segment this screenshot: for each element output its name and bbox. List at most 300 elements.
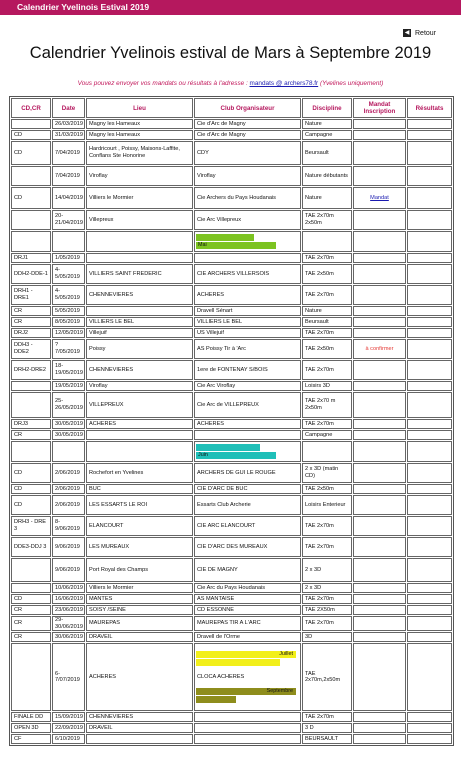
cell-discipline: Nature débutants [302,166,352,186]
cell-cd: FINALE DD [11,712,51,722]
cell-discipline: 2 x 3D (matin CD) [302,463,352,483]
table-row [11,187,452,209]
cell-lieu: Magny les Hameaux [86,130,193,140]
cell-date: 6/10/2019 [52,734,85,744]
cell-mandat [353,594,406,604]
cell-resultats [407,253,452,263]
cell-club: ACHERES [194,419,301,429]
cell-lieu: VILLIERS LE BEL [86,317,193,327]
cell-date: 22/09/2019 [52,723,85,733]
table-row [11,632,452,642]
cell-resultats [407,616,452,631]
cell-lieu [86,441,193,462]
cell-lieu: Poissy [86,339,193,359]
table-row [11,381,452,391]
cell-lieu: Villiers le Mormier [86,583,193,593]
cell-club: VILLIERS LE BEL [194,317,301,327]
cell-mandat [353,306,406,316]
cell-discipline: TAE 2x50m [302,339,352,359]
cell-lieu: Port Royal des Champs [86,558,193,582]
cell-lieu [86,734,193,744]
cell-cd: CD [11,130,51,140]
cell-cd [11,119,51,129]
cell-cd: CR [11,632,51,642]
back-arrow-icon: ◀ [404,30,410,36]
cell-lieu: MANTES [86,594,193,604]
cell-date: 16/06/2019 [52,594,85,604]
month-label-juin: Juin [196,452,276,459]
cell-resultats [407,264,452,284]
cell-mandat [353,130,406,140]
cell-club: Cie Archers du Pays Houdanais [194,187,301,209]
cell-mandat [353,360,406,380]
cell-discipline: 3 D [302,723,352,733]
cell-mandat [353,537,406,557]
cell-mandat-status: à confirmer [353,339,406,359]
cell-cd: OPEN 3D [11,723,51,733]
cell-resultats [407,166,452,186]
cell-date: 1/05/2019 [52,253,85,263]
cell-resultats [407,712,452,722]
cell-club: CIE D'ARC DE BUC [194,484,301,494]
cell-discipline: TAE 2x70 m 2x50m [302,392,352,418]
cell-date: 12/05/2019 [52,328,85,338]
table-row [11,130,452,140]
table-row [11,558,452,582]
cell-mandat [353,119,406,129]
site-title: Calendrier Yvelinois Estival 2019 [17,2,150,12]
month-banner-cell [194,441,301,462]
cell-lieu: CHENNEVIERES [86,360,193,380]
cell-mandat [353,712,406,722]
cell-cd: CD [11,141,51,165]
cell-mandat [353,463,406,483]
table-row [11,712,452,722]
notice-suffix: (Yvelines uniquement) [318,80,384,87]
cell-club: Cie Arc Viroflay [194,381,301,391]
cell-mandat [353,430,406,440]
cell-discipline: Nature [302,306,352,316]
cell-lieu: LES MUREAUX [86,537,193,557]
cell-club: Dravell Sénart [194,306,301,316]
cell-lieu: ACHERES [86,643,193,711]
cell-resultats [407,210,452,230]
cell-resultats [407,583,452,593]
table-row [11,537,452,557]
cell-club: 1ere de FONTENAY S/BOIS [194,360,301,380]
month-label-juillet: Juillet [196,651,296,658]
cell-lieu: VILLIERS SAINT FREDERIC [86,264,193,284]
cell-club: Essarts Club Archerie [194,495,301,515]
cell-cd: DRH1 - DRE1 [11,285,51,305]
month-banner-cell [194,231,301,252]
cell-resultats [407,317,452,327]
cell-cd: DRJ1 [11,253,51,263]
cell-mandat [353,166,406,186]
cell-date: 18-19/05/2019 [52,360,85,380]
cell-discipline: TAE 2x70m [302,537,352,557]
mandat-notice [0,80,461,87]
cell-discipline: TAE 2x50m [302,484,352,494]
cell-lieu: Hardricourt , Poissy, Maisons-Laffite, Conflans Ste Honorine [86,141,193,165]
cell-mandat [353,381,406,391]
cell-club [194,723,301,733]
cell-cd: CD [11,495,51,515]
cell-mandat [353,495,406,515]
cell-discipline: TAE 2x70m [302,419,352,429]
cell-resultats [407,484,452,494]
cell-cd: CR [11,306,51,316]
cell-mandat [353,187,406,209]
table-row [11,339,452,359]
cell-cd [11,583,51,593]
cell-date [52,231,85,252]
cell-club [194,643,301,711]
cell-club: Dravell de l'Orme [194,632,301,642]
cell-discipline: Loisirs 3D [302,381,352,391]
cell-lieu: ACHERES [86,419,193,429]
cell-date: 2/06/2019 [52,463,85,483]
cell-club: AS Poissy Tir à 'Arc [194,339,301,359]
cell-cd: DRJ3 [11,419,51,429]
cell-cd [11,643,51,711]
table-row [11,317,452,327]
cell-discipline: Beursault [302,317,352,327]
cell-club: CIE ARC ELANCOURT [194,516,301,536]
cell-club: Cie d'Arc de Magny [194,130,301,140]
cell-date: 23/06/2019 [52,605,85,615]
cell-club: Cie Arc du Pays Houdanais [194,583,301,593]
cell-cd [11,231,51,252]
cell-club [194,253,301,263]
cell-cd [11,392,51,418]
cell-resultats [407,495,452,515]
cell-resultats [407,392,452,418]
table-row [11,119,452,129]
cell-mandat [353,419,406,429]
cell-date: 9/06/2019 [52,537,85,557]
cell-discipline: TAE 2x70m [302,516,352,536]
table-row [11,616,452,631]
cell-cd [11,441,51,462]
cell-discipline: TAE 2x70m [302,328,352,338]
table-row [11,419,452,429]
col-header-lieu: Lieu [86,98,193,118]
cell-discipline: TAE 2x70m 2x50m [302,210,352,230]
cell-mandat [353,583,406,593]
cell-date: 2/06/2019 [52,495,85,515]
month-separator-row [11,231,452,252]
page-title: Calendrier Yvelinois estival de Mars à Septembre 2019 [29,44,432,62]
table-row [11,328,452,338]
cell-lieu: Villiers le Mormier [86,187,193,209]
cell-date: 29-30/06/2019 [52,616,85,631]
cell-club [194,734,301,744]
cell-mandat [353,643,406,711]
retour-link[interactable] [403,29,436,37]
cell-discipline: TAE 2x70m [302,360,352,380]
cell-resultats [407,306,452,316]
col-header-discipline: Discipline [302,98,352,118]
notice-text: Vous pouvez envoyer vos mandats ou résultats à l'adresse : [77,80,250,87]
cell-date: 7/04/2019 [52,141,85,165]
table-row [11,463,452,483]
table-row [11,495,452,515]
mandat-link[interactable]: Mandat [370,194,389,201]
cell-lieu [86,231,193,252]
cell-club: CIE ARCHERS VILLERSOIS [194,264,301,284]
cell-lieu: SOISY /SEINE [86,605,193,615]
cell-lieu: MAUREPAS [86,616,193,631]
cell-resultats [407,558,452,582]
cell-cd: CD [11,484,51,494]
cell-club: CDY [194,141,301,165]
cell-mandat [353,210,406,230]
cell-resultats [407,141,452,165]
table-row [11,734,452,744]
cell-discipline: 2 x 3D [302,558,352,582]
cell-cd: DRH3 - DRE 3 [11,516,51,536]
cell-cd: CR [11,430,51,440]
month-bar [196,659,280,666]
cell-resultats [407,381,452,391]
table-row [11,306,452,316]
cell-discipline: 2 x 3D [302,583,352,593]
cell-lieu: Villepreux [86,210,193,230]
table-row [11,643,452,711]
site-header-bar [0,0,461,15]
cell-mandat [353,231,406,252]
table-row [11,605,452,615]
cell-lieu: Viroflay [86,166,193,186]
cell-discipline: 3D [302,632,352,642]
cell-mandat [353,317,406,327]
cell-date: 14/04/2019 [52,187,85,209]
month-bar [196,696,236,703]
cell-cd: CF [11,734,51,744]
cell-lieu: BUC [86,484,193,494]
cell-club: US Villejuif [194,328,301,338]
cell-discipline: TAE 2x70m [302,616,352,631]
cell-club: AS MANTAISE [194,594,301,604]
cell-club: CIE D'ARC DES MUREAUX [194,537,301,557]
cell-date: 10/06/2019 [52,583,85,593]
cell-discipline: Campagne [302,430,352,440]
cell-mandat [353,605,406,615]
cell-cd: CD [11,187,51,209]
cell-mandat [353,723,406,733]
cell-resultats [407,463,452,483]
cell-date: 15/09/2019 [52,712,85,722]
cell-club: Cie d'Arc de Magny [194,119,301,129]
table-row [11,264,452,284]
cell-discipline: TAE 2x70m,2x50m [302,643,352,711]
cell-discipline [302,231,352,252]
cell-mandat [353,734,406,744]
table-row [11,594,452,604]
cell-date: 4-5/05/2019 [52,285,85,305]
cell-discipline [302,441,352,462]
cell-club: ACHERES [194,285,301,305]
cell-lieu: CHENNEVIERES [86,285,193,305]
cell-cd [11,558,51,582]
cell-lieu [86,306,193,316]
cell-club: CIE DE MAGNY [194,558,301,582]
cell-date: 7/04/2019 [52,166,85,186]
table-row [11,392,452,418]
table-row [11,360,452,380]
cell-mandat [353,632,406,642]
cell-lieu [86,430,193,440]
cell-date: 2/06/2019 [52,484,85,494]
cell-mandat [353,264,406,284]
cell-cd: CR [11,605,51,615]
cell-date: 5/05/2019 [52,306,85,316]
cell-resultats [407,441,452,462]
cell-date: 30/06/2019 [52,632,85,642]
table-row [11,723,452,733]
cell-cd: DDH3 - DDE2 [11,339,51,359]
cell-discipline: Nature [302,187,352,209]
col-header-mandat: Mandat Inscription [353,98,406,118]
cell-date: 26/03/2019 [52,119,85,129]
cell-lieu: CHENNEVIERES [86,712,193,722]
table-row [11,484,452,494]
cell-mandat [353,285,406,305]
cell-date: 30/05/2019 [52,430,85,440]
month-label-mai: Mai [196,242,276,249]
cell-lieu: Magny les Hameaux [86,119,193,129]
cell-mandat [353,441,406,462]
month-bar [196,234,254,241]
table-row [11,430,452,440]
cell-lieu [86,253,193,263]
cell-discipline: TAE 2x70m [302,253,352,263]
cell-date: 20-21/04/2019 [52,210,85,230]
cell-date: 9/06/2019 [52,558,85,582]
retour-label: Retour [415,29,437,37]
email-link[interactable]: mandats @ archers78.fr [249,80,319,87]
table-row [11,166,452,186]
cell-lieu: Rochefort en Yvelines [86,463,193,483]
cell-resultats [407,723,452,733]
cell-cd [11,210,51,230]
table-row [11,253,452,263]
cell-club-text: CLOCA ACHERES [197,673,245,680]
cell-resultats [407,537,452,557]
cell-cd [11,381,51,391]
cell-date: 8-9/06/2019 [52,516,85,536]
cell-discipline: Beursault [302,141,352,165]
cell-club: ARCHERS DE GUI LE ROUGE [194,463,301,483]
cell-discipline: TAE 2x70m [302,594,352,604]
cell-discipline: TAE 2x70m [302,712,352,722]
cell-resultats [407,430,452,440]
cell-lieu: DRAVEIL [86,723,193,733]
table-row [11,285,452,305]
cell-discipline: Loisirs Enterieur [302,495,352,515]
cell-date: 31/03/2019 [52,130,85,140]
cell-date: 4-5/05/2019 [52,264,85,284]
cell-resultats [407,632,452,642]
cell-resultats [407,734,452,744]
table-row [11,141,452,165]
cell-cd: CR [11,616,51,631]
cell-resultats [407,605,452,615]
cell-discipline: TAE 2x50m [302,264,352,284]
cell-mandat [353,558,406,582]
cell-date: 19/05/2019 [52,381,85,391]
table-row [11,516,452,536]
cell-club: MAUREPAS TIR A L'ARC [194,616,301,631]
cell-date: 8/05/2019 [52,317,85,327]
table-header-row [11,98,452,118]
month-bar [196,444,260,451]
cell-lieu: Viroflay [86,381,193,391]
cell-resultats [407,130,452,140]
cell-cd: CD [11,594,51,604]
cell-mandat [353,616,406,631]
cell-lieu: VILLEPREUX [86,392,193,418]
month-separator-row [11,441,452,462]
col-header-cd: CD,CR [11,98,51,118]
table-row [11,583,452,593]
cell-cd [11,166,51,186]
cell-cd: DRH2-DRE2 [11,360,51,380]
cell-club [194,712,301,722]
cell-mandat [353,392,406,418]
cell-date [52,441,85,462]
cell-discipline: Campagne [302,130,352,140]
cell-cd: CR [11,317,51,327]
cell-mandat [353,328,406,338]
month-label-septembre: Septembre [196,688,296,695]
cell-discipline: TAE 2x70m [302,285,352,305]
cell-cd: CD [11,463,51,483]
cell-lieu: LES ESSARTS LE ROI [86,495,193,515]
cell-discipline: Nature [302,119,352,129]
col-header-club: Club Organisateur [194,98,301,118]
cell-lieu: ELANCOURT [86,516,193,536]
cell-resultats [407,285,452,305]
cell-lieu: Villejuif [86,328,193,338]
cell-date: 6-7/07/2019 [52,643,85,711]
cell-date: 30/05/2019 [52,419,85,429]
cell-resultats [407,328,452,338]
cell-mandat [353,253,406,263]
cell-resultats [407,419,452,429]
cell-resultats [407,643,452,711]
col-header-resultats: Résultats [407,98,452,118]
cell-lieu: DRAVEIL [86,632,193,642]
cell-resultats [407,339,452,359]
cell-resultats [407,231,452,252]
cell-discipline: TAE 2X50m [302,605,352,615]
cell-mandat [353,484,406,494]
cell-discipline: BEURSAULT [302,734,352,744]
cell-club: Viroflay [194,166,301,186]
cell-club [194,430,301,440]
cell-club: Cie Arc de VILLEPREUX [194,392,301,418]
cell-mandat [353,141,406,165]
cell-resultats [407,516,452,536]
cell-date: 25-26/05/2019 [52,392,85,418]
table-row [11,210,452,230]
cell-cd: DDH2-DDE-1 [11,264,51,284]
cell-resultats [407,594,452,604]
cell-date: ?7/05/2019 [52,339,85,359]
cell-resultats [407,119,452,129]
